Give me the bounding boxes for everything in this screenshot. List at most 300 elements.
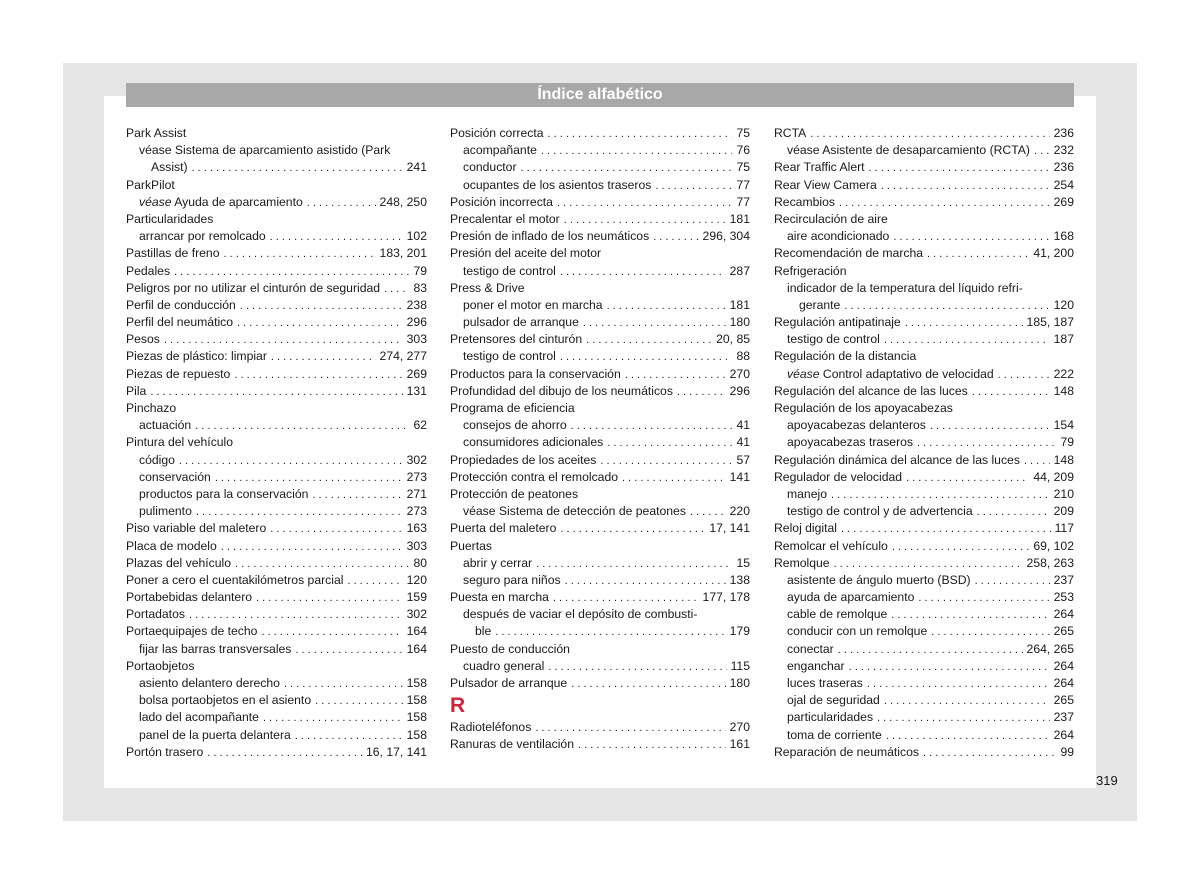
leader-dots (240, 298, 403, 315)
entry-page-ref: 76 (736, 143, 750, 158)
leader-dots (571, 676, 725, 693)
entry-page-ref: 158 (406, 693, 427, 708)
index-entry (450, 194, 750, 211)
entry-page-ref: 236 (1053, 126, 1074, 140)
index-entry (126, 125, 427, 142)
index-entry (126, 434, 427, 451)
entry-term: ojal de seguridad (787, 693, 880, 708)
leader-dots (622, 470, 726, 487)
entry-term: Portaequipajes de techo (126, 624, 258, 639)
entry-page-ref: 77 (736, 194, 750, 209)
leader-dots (849, 659, 1050, 676)
leader-dots (891, 607, 1049, 624)
index-entry (774, 211, 1074, 228)
entry-term: ayuda de aparcamiento (787, 590, 915, 605)
leader-dots (221, 539, 403, 556)
entry-page-ref: 238 (406, 297, 427, 312)
leader-dots (931, 624, 1049, 641)
entry-term: cuadro general (463, 658, 545, 673)
entry-term: gerante (799, 297, 841, 312)
index-entry (774, 159, 1074, 176)
leader-dots (564, 212, 726, 229)
entry-page-ref: 79 (1060, 435, 1074, 450)
entry-term: Reloj digital (774, 521, 838, 536)
entry-term: acompañante (463, 143, 537, 158)
index-entry (774, 641, 1074, 658)
index-entry (450, 538, 750, 555)
entry-page-ref: 177, 178 (702, 590, 750, 605)
entry-term: Pedales (126, 263, 171, 278)
leader-dots (195, 418, 409, 435)
entry-term: Peligros por no utilizar el cinturón de seguridad (126, 280, 381, 295)
entry-term: apoyacabezas delanteros (787, 418, 926, 433)
entry-term: Propiedades de los aceites (450, 452, 597, 467)
index-column-1 (126, 125, 427, 761)
index-entry (450, 641, 750, 658)
entry-term: pulsador de arranque (463, 315, 579, 330)
entry-term: Refrigeración (774, 263, 847, 278)
entry-term: Recomendación de marcha (774, 246, 924, 261)
entry-term: arrancar por remolcado (139, 229, 266, 244)
entry-term: código (139, 452, 175, 467)
index-entry (774, 589, 1074, 606)
entry-term: conservación (139, 469, 211, 484)
entry-page-ref: 303 (406, 332, 427, 347)
entry-term: Ranuras de ventilación (450, 737, 574, 752)
entry-page-ref: 220 (729, 504, 750, 519)
index-entry (450, 314, 750, 331)
leader-dots (838, 642, 1023, 659)
entry-term: Radioteléfonos (450, 720, 532, 735)
page-number: 319 (1096, 773, 1118, 788)
entry-page-ref: 75 (736, 126, 750, 140)
index-column-3 (774, 125, 1074, 761)
entry-page-ref: 236 (1053, 160, 1074, 175)
entry-page-ref: 248, 250 (379, 194, 427, 209)
entry-term (787, 366, 994, 383)
index-entry (450, 366, 750, 383)
entry-term: panel de la puerta delantera (139, 727, 291, 742)
entry-term: bolsa portaobjetos en el asiento (139, 693, 312, 708)
leader-dots (261, 624, 402, 641)
leader-dots (927, 246, 1029, 263)
entry-page-ref: 270 (729, 366, 750, 381)
leader-dots (607, 435, 732, 452)
index-entry (774, 452, 1074, 469)
entry-page-ref: 187 (1053, 332, 1074, 347)
entry-page-ref: 264 (1053, 676, 1074, 690)
index-entry (774, 194, 1074, 211)
index-entry (450, 125, 750, 142)
entry-page-ref: 77 (736, 177, 750, 192)
index-entry (126, 692, 427, 709)
index-entry (774, 658, 1074, 675)
index-entry (774, 177, 1074, 194)
entry-term: Rear Traffic Alert (774, 160, 865, 175)
entry-term: Posición incorrecta (450, 194, 553, 209)
entry-term: consumidores adicionales (463, 435, 604, 450)
leader-dots (237, 315, 403, 332)
leader-dots (867, 676, 1050, 693)
leader-dots (547, 126, 732, 143)
index-entry (774, 606, 1074, 623)
index-entry (774, 417, 1074, 434)
entry-page-ref: 161 (729, 737, 750, 752)
leader-dots (315, 693, 403, 710)
index-entry (126, 177, 427, 194)
index-entry (450, 211, 750, 228)
entry-page-ref: 102 (406, 229, 427, 244)
entry-term: Portaobjetos (126, 658, 195, 673)
index-entry (126, 572, 427, 589)
entry-page-ref: 180 (729, 676, 750, 690)
entry-term: Particularidades (126, 211, 214, 226)
leader-dots (284, 676, 403, 693)
entry-page-ref: 158 (406, 676, 427, 690)
leader-dots (256, 590, 403, 607)
entry-term: Puerta del maletero (450, 521, 557, 536)
entry-term-text: Ayuda de aparcamiento (171, 194, 303, 209)
entry-page-ref: 264, 265 (1026, 641, 1074, 656)
index-entry (450, 719, 750, 736)
entry-term: Protección contra el remolcado (450, 469, 619, 484)
entry-term: particularidades (787, 710, 874, 725)
entry-term: Press & Drive (450, 280, 525, 295)
entry-term: Piezas de repuesto (126, 366, 231, 381)
entry-term: conectar (787, 641, 834, 656)
leader-dots (270, 521, 402, 538)
index-entry (126, 280, 427, 297)
index-entry (774, 245, 1074, 262)
leader-dots (583, 315, 726, 332)
entry-term: Precalentar el motor (450, 211, 560, 226)
entry-term: Park Assist (126, 126, 187, 140)
entry-term: abrir y cerrar (463, 555, 533, 570)
entry-term: Programa de eficiencia (450, 401, 575, 415)
entry-page-ref: 41 (736, 418, 750, 433)
leader-dots (653, 229, 698, 246)
leader-dots (548, 659, 726, 676)
index-entry (450, 245, 750, 262)
entry-term: Puertas (450, 538, 493, 553)
entry-term: Puesto de conducción (450, 641, 570, 656)
entry-term: Portadatos (126, 607, 185, 622)
entry-page-ref: 265 (1053, 624, 1074, 639)
entry-term: Pulsador de arranque (450, 676, 568, 690)
entry-term: Pintura del vehículo (126, 435, 234, 450)
index-entry (450, 434, 750, 451)
entry-page-ref: 271 (406, 486, 427, 501)
leader-dots (536, 556, 732, 573)
index-entry (450, 589, 750, 606)
entry-page-ref: 302 (406, 452, 427, 467)
entry-page-ref: 75 (736, 160, 750, 175)
entry-term: luces traseras (787, 676, 863, 690)
leader-dots (189, 607, 403, 624)
entry-page-ref: 117 (1054, 521, 1074, 536)
leader-dots (884, 332, 1050, 349)
entry-term: manejo (787, 486, 827, 501)
leader-dots (586, 332, 712, 349)
entry-page-ref: 41 (736, 435, 750, 450)
leader-dots (918, 590, 1049, 607)
leader-dots (998, 367, 1050, 384)
leader-dots (384, 281, 409, 298)
index-entry (450, 159, 750, 176)
entry-term: Portabebidas delantero (126, 590, 253, 605)
entry-page-ref: 115 (730, 658, 750, 673)
leader-dots (192, 160, 403, 177)
index-entry (450, 452, 750, 469)
entry-term: Productos para la conservación (450, 366, 621, 381)
entry-page-ref: 120 (1053, 297, 1074, 312)
entry-see-prefix: véase (139, 194, 172, 209)
leader-dots (677, 384, 726, 401)
leader-dots (565, 573, 726, 590)
index-entry (126, 228, 427, 245)
index-entry (126, 331, 427, 348)
section-letter: R (450, 694, 466, 718)
leader-dots (884, 693, 1050, 710)
entry-page-ref: 210 (1053, 486, 1074, 501)
entry-page-ref: 20, 85 (716, 332, 750, 347)
index-entry (126, 366, 427, 383)
entry-term: consejos de ahorro (463, 418, 567, 433)
page-title: Índice alfabético (126, 83, 1074, 107)
entry-page-ref: 254 (1053, 177, 1074, 192)
index-entry (450, 417, 750, 434)
entry-page-ref: 264 (1053, 658, 1074, 673)
index-entry (450, 520, 750, 537)
index-entry (450, 486, 750, 503)
leader-dots (930, 418, 1050, 435)
index-entry (774, 675, 1074, 692)
leader-dots (535, 720, 725, 737)
index-entry (126, 538, 427, 555)
entry-term: Puesta en marcha (450, 590, 549, 605)
leader-dots (607, 298, 726, 315)
leader-dots (600, 453, 732, 470)
leader-dots (347, 573, 402, 590)
leader-dots (841, 521, 1051, 538)
entry-page-ref: 183, 201 (379, 246, 427, 261)
entry-term: Pretensores del cinturón (450, 332, 583, 347)
entry-term: ParkPilot (126, 177, 175, 192)
leader-dots (690, 504, 726, 521)
leader-dots (495, 624, 725, 641)
entry-term: véase Sistema de detección de peatones (463, 504, 686, 519)
entry-page-ref: 154 (1053, 418, 1074, 433)
index-entry (126, 297, 427, 314)
entry-term: Pastillas de freno (126, 246, 220, 261)
entry-page-ref: 269 (406, 366, 427, 381)
entry-page-ref: 180 (729, 315, 750, 330)
index-entry (774, 623, 1074, 640)
index-entry (126, 194, 427, 211)
entry-term: Regulación del alcance de las luces (774, 383, 968, 398)
entry-page-ref: 185, 187 (1026, 315, 1074, 330)
entry-term: Regulación dinámica del alcance de las luces (774, 452, 1020, 467)
entry-page-ref: 287 (729, 263, 750, 278)
index-entry (126, 727, 427, 744)
entry-term: poner el motor en marcha (463, 297, 603, 312)
entry-page-ref: 131 (406, 383, 427, 398)
leader-dots (571, 418, 733, 435)
entry-term: ble (475, 624, 492, 639)
index-entry (450, 331, 750, 348)
entry-page-ref: 148 (1053, 383, 1074, 398)
leader-dots (834, 556, 1023, 573)
entry-page-ref: 17, 141 (709, 521, 750, 536)
index-entry (126, 744, 427, 761)
index-entry (774, 692, 1074, 709)
entry-term: Perfil del neumático (126, 315, 234, 330)
index-entry (450, 280, 750, 297)
entry-term: Presión de inflado de los neumáticos (450, 229, 650, 244)
index-entry (774, 125, 1074, 142)
index-entry (774, 555, 1074, 572)
index-entry (126, 211, 427, 228)
entry-page-ref: 179 (729, 624, 750, 639)
entry-page-ref: 44, 209 (1033, 469, 1074, 484)
entry-page-ref: 269 (1053, 194, 1074, 209)
entry-term: Pila (126, 383, 147, 398)
index-entry (450, 348, 750, 365)
leader-dots (905, 315, 1023, 332)
leader-dots (295, 728, 403, 745)
entry-page-ref: 273 (406, 469, 427, 484)
entry-term: Piso variable del maletero (126, 521, 267, 536)
entry-page-ref: 222 (1053, 366, 1074, 381)
index-entry (774, 538, 1074, 555)
leader-dots (271, 349, 376, 366)
index-entry (450, 675, 750, 692)
index-entry (126, 589, 427, 606)
index-entry (126, 709, 427, 726)
index-entry (774, 744, 1074, 761)
index-entry (126, 417, 427, 434)
entry-term: cable de remolque (787, 607, 888, 622)
index-entry (126, 606, 427, 623)
leader-dots (235, 556, 409, 573)
leader-dots (831, 487, 1050, 504)
entry-term: Portón trasero (126, 744, 204, 759)
entry-term: testigo de control y de advertencia (787, 504, 973, 519)
index-entry (126, 675, 427, 692)
entry-page-ref: 253 (1053, 590, 1074, 605)
leader-dots (307, 195, 376, 212)
entry-page-ref: 264 (1053, 727, 1074, 742)
entry-term: ocupantes de los asientos traseros (463, 177, 652, 192)
entry-page-ref: 15 (736, 555, 750, 570)
leader-dots (923, 745, 1056, 762)
entry-term: Regulador de velocidad (774, 469, 903, 484)
leader-dots (893, 229, 1049, 246)
entry-page-ref: 83 (413, 280, 427, 295)
entry-term: productos para la conservación (139, 486, 309, 501)
leader-dots (560, 264, 726, 281)
index-entry (450, 736, 750, 753)
entry-page-ref: 163 (406, 521, 427, 536)
entry-page-ref: 237 (1053, 710, 1074, 725)
index-entry (774, 297, 1074, 314)
entry-page-ref: 164 (406, 641, 427, 656)
entry-term: testigo de control (787, 332, 880, 347)
entry-term: Poner a cero el cuentakilómetros parcial (126, 572, 344, 587)
entry-term: RCTA (774, 126, 807, 140)
index-entry (126, 641, 427, 658)
index-entry (126, 383, 427, 400)
entry-page-ref: 273 (406, 504, 427, 519)
entry-term: toma de corriente (787, 727, 882, 742)
entry-see-prefix: véase (787, 366, 820, 381)
entry-page-ref: 303 (406, 538, 427, 553)
leader-dots (234, 367, 402, 384)
index-entry (774, 572, 1074, 589)
leader-dots (164, 332, 403, 349)
index-entry (126, 503, 427, 520)
entry-term: pulimento (139, 504, 192, 519)
entry-term: Regulación antipatinaje (774, 315, 901, 330)
index-entry (450, 383, 750, 400)
entry-page-ref: 168 (1053, 229, 1074, 244)
index-entry (774, 228, 1074, 245)
leader-dots (975, 573, 1050, 590)
entry-page-ref: 79 (413, 263, 427, 278)
leader-dots (560, 349, 733, 366)
entry-term: Pinchazo (126, 401, 177, 415)
index-entry (126, 159, 427, 176)
entry-term: Rear View Camera (774, 177, 877, 192)
index-entry (774, 486, 1074, 503)
index-entry (774, 331, 1074, 348)
entry-page-ref: 69, 102 (1033, 538, 1074, 553)
entry-term: Perfil de conducción (126, 297, 236, 312)
index-entry (126, 348, 427, 365)
index-entry (126, 623, 427, 640)
entry-term: conducir con un remolque (787, 624, 928, 639)
leader-dots (541, 143, 733, 160)
leader-dots (179, 453, 403, 470)
entry-term: enganchar (787, 658, 845, 673)
index-entry (450, 469, 750, 486)
entry-term: Recambios (774, 194, 835, 209)
entry-term: Regulación de los apoyacabezas (774, 401, 953, 415)
leader-dots (977, 504, 1050, 521)
index-entry (126, 452, 427, 469)
entry-term: apoyacabezas traseros (787, 435, 914, 450)
entry-term: Piezas de plástico: limpiar (126, 349, 267, 364)
index-entry (450, 623, 750, 640)
entry-term: Remolque (774, 555, 830, 570)
index-entry (774, 280, 1074, 297)
index-entry (450, 572, 750, 589)
entry-term: asiento delantero derecho (139, 676, 280, 690)
entry-term: fijar las barras transversales (139, 641, 292, 656)
leader-dots (869, 160, 1050, 177)
leader-dots (1024, 453, 1050, 470)
index-entry (450, 297, 750, 314)
entry-term: Regulación de la distancia (774, 349, 917, 364)
entry-page-ref: 274, 277 (379, 349, 427, 364)
leader-dots (553, 590, 699, 607)
entry-page-ref: 270 (729, 720, 750, 735)
index-entry (450, 228, 750, 245)
index-entry (126, 486, 427, 503)
entry-term: Placa de modelo (126, 538, 217, 553)
index-entry (450, 555, 750, 572)
entry-term: Plazas del vehículo (126, 555, 232, 570)
